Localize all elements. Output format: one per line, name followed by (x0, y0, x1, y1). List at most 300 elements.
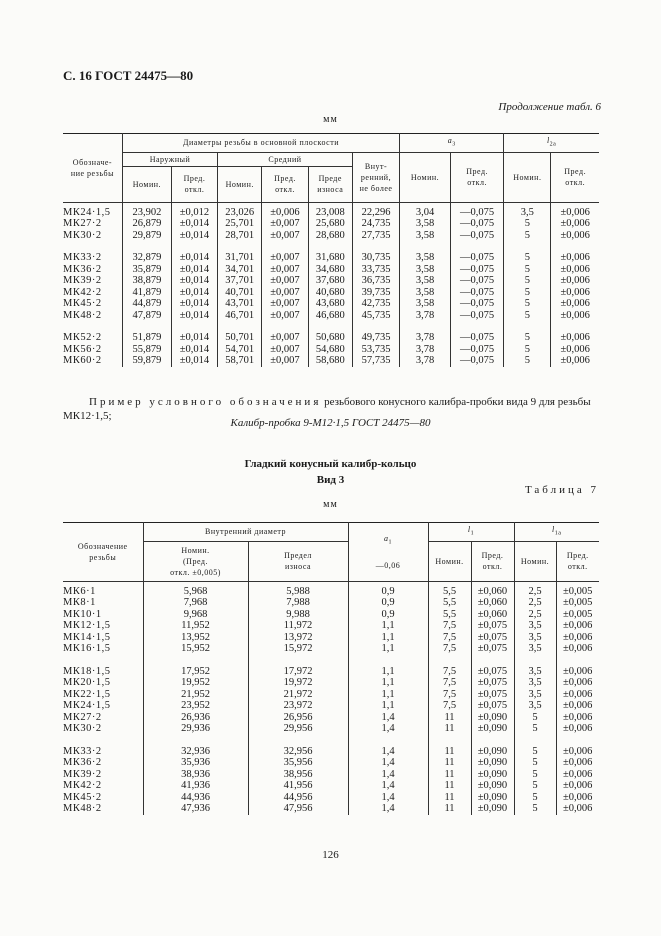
table-cell: —0,075 (450, 287, 503, 299)
table-cell: ±0,005 (556, 609, 599, 621)
table-cell: ±0,090 (471, 723, 514, 735)
table-row (63, 723, 599, 735)
table-cell: ±0,075 (471, 689, 514, 701)
table-row (63, 803, 599, 815)
table-cell: 0,9 (348, 581, 428, 597)
table-cell: 1,1 (348, 700, 428, 712)
table-cell: 23,972 (248, 700, 348, 712)
table-cell: ±0,014 (171, 241, 217, 264)
example-formula: Калибр-пробка 9-М12·1,5 ГОСТ 24475—80 (230, 417, 431, 429)
table-cell: 11 (428, 723, 471, 735)
table-cell: 3,5 (514, 643, 556, 655)
table-cell: 3,78 (400, 321, 451, 344)
table-cell: 37,680 (308, 275, 352, 287)
table-cell: 45,735 (352, 310, 399, 322)
row-designation: МК27·2 (63, 218, 102, 230)
table-cell: 32,879 (122, 241, 171, 264)
table-cell: ±0,006 (551, 321, 599, 344)
header-inner: Внут- ренний, не более (352, 152, 399, 202)
table-cell: 7,968 (143, 597, 248, 609)
table-cell: 35,956 (248, 757, 348, 769)
table-cell: ±0,006 (556, 632, 599, 644)
table-cell: 3,04 (400, 202, 451, 218)
table-cell: ±0,006 (551, 344, 599, 356)
table-cell: 25,701 (218, 218, 262, 230)
table-cell: 23,902 (122, 202, 171, 218)
table-cell: 25,680 (308, 218, 352, 230)
table-row (63, 712, 599, 724)
table-cell: 17,972 (248, 655, 348, 678)
table-cell: ±0,014 (171, 298, 217, 310)
t7-header-inner-diameter: Внутренний диаметр (143, 523, 348, 542)
header-a3: $a_3$ (400, 134, 504, 153)
table-cell: 1,1 (348, 655, 428, 678)
table-row (63, 689, 599, 701)
table-6-body (63, 202, 599, 367)
table-cell: 11 (428, 735, 471, 758)
table-cell: 5 (514, 723, 556, 735)
table-cell: 7,5 (428, 620, 471, 632)
table-cell: 40,680 (308, 287, 352, 299)
table-row (63, 264, 599, 276)
table-6 (63, 133, 599, 367)
continuation-note: Продолжение табл. 6 (498, 101, 601, 113)
table-cell: 46,680 (308, 310, 352, 322)
table-cell: ±0,014 (171, 310, 217, 322)
table-cell: 32,936 (143, 735, 248, 758)
table-cell: 54,701 (218, 344, 262, 356)
row-designation: МК6·1 (63, 585, 96, 597)
table-7-label: Таблица 7 (524, 484, 599, 496)
table-cell: 3,58 (400, 218, 451, 230)
t7-header-wear: Предел износа (248, 541, 348, 581)
table-cell: 7,5 (428, 677, 471, 689)
header-l2a: $l_{2a}$ (504, 134, 599, 153)
table-cell: 7,5 (428, 689, 471, 701)
table-cell: 5 (514, 757, 556, 769)
row-designation: МК48·2 (63, 803, 102, 815)
table-cell: 35,879 (122, 264, 171, 276)
table-cell: 5 (514, 792, 556, 804)
table-cell: ±0,075 (471, 655, 514, 678)
row-designation: МК39·2 (63, 275, 102, 287)
table-cell: 1,4 (348, 712, 428, 724)
table-cell: 11 (428, 780, 471, 792)
table-row (63, 321, 599, 344)
table-cell: 3,78 (400, 355, 451, 367)
header-middle-pred: Пред. откл. (262, 166, 308, 202)
table-row (63, 780, 599, 792)
table-cell: 5,968 (143, 581, 248, 597)
table-cell: ±0,006 (551, 202, 599, 218)
table-cell: ±0,007 (262, 230, 308, 242)
table-cell: 23,008 (308, 202, 352, 218)
table-cell: 54,680 (308, 344, 352, 356)
row-designation: МК33·2 (63, 745, 102, 757)
header-diameters: Диаметры резьбы в основной плоскости (122, 134, 399, 153)
table-cell: 13,972 (248, 632, 348, 644)
row-designation: МК39·2 (63, 768, 102, 780)
table-cell: 1,4 (348, 757, 428, 769)
table-cell: 3,58 (400, 287, 451, 299)
row-designation: МК22·1,5 (63, 688, 111, 700)
table-cell: 1,4 (348, 735, 428, 758)
table-cell: 5 (514, 769, 556, 781)
table-cell: ±0,090 (471, 757, 514, 769)
table-cell: ±0,090 (471, 735, 514, 758)
table-cell: ±0,090 (471, 769, 514, 781)
table-cell: 3,5 (514, 677, 556, 689)
table-cell: —0,075 (450, 298, 503, 310)
row-designation: МК33·2 (63, 252, 102, 264)
table-cell: 53,735 (352, 344, 399, 356)
table-cell: 23,952 (143, 700, 248, 712)
table-cell: 49,735 (352, 321, 399, 344)
table-cell: 3,58 (400, 241, 451, 264)
table-cell: 1,4 (348, 723, 428, 735)
table-cell: 21,972 (248, 689, 348, 701)
table-cell: ±0,090 (471, 712, 514, 724)
t7-header-a1: $a_1$ —0,06 (348, 523, 428, 582)
header-a3-pred: Пред. откл. (450, 152, 503, 202)
header-middle-wear: Преде износа (308, 166, 352, 202)
table-row (63, 581, 599, 597)
table-cell: 44,956 (248, 792, 348, 804)
table-7-body (63, 581, 599, 815)
table-cell: 38,936 (143, 769, 248, 781)
t7-header-l1-pred: Пред. откл. (471, 541, 514, 581)
table-cell: 7,988 (248, 597, 348, 609)
table-cell: ±0,006 (556, 643, 599, 655)
table-cell: ±0,014 (171, 287, 217, 299)
t7-header-l1a-pred: Пред. откл. (556, 541, 599, 581)
table-cell: 7,5 (428, 655, 471, 678)
row-designation: МК30·2 (63, 723, 102, 735)
table-cell: 5 (504, 355, 551, 367)
table-cell: ±0,014 (171, 264, 217, 276)
table-cell: ±0,014 (171, 355, 217, 367)
table-cell: 58,701 (218, 355, 262, 367)
table-cell: 3,58 (400, 264, 451, 276)
t7-header-l1a: $l_{1a}$ (514, 523, 599, 542)
table-cell: 11 (428, 792, 471, 804)
table-row (63, 344, 599, 356)
header-a3-nom: Номин. (400, 152, 451, 202)
table-cell: 5,5 (428, 581, 471, 597)
table-cell: —0,075 (450, 355, 503, 367)
table-cell: 0,9 (348, 609, 428, 621)
table-cell: ±0,006 (556, 792, 599, 804)
table-row (63, 597, 599, 609)
table-cell: 5 (504, 218, 551, 230)
table-cell: 7,5 (428, 700, 471, 712)
table-cell: ±0,075 (471, 632, 514, 644)
row-designation: МК12·1,5 (63, 620, 111, 632)
t7-header-nom: Номин. (Пред. откл. ±0,005) (143, 541, 248, 581)
row-designation: МК42·2 (63, 780, 102, 792)
table-row (63, 792, 599, 804)
table-cell: ±0,007 (262, 287, 308, 299)
table-cell: 34,701 (218, 264, 262, 276)
table-row (63, 609, 599, 621)
table-cell: 26,936 (143, 712, 248, 724)
table-cell: —0,075 (450, 310, 503, 322)
table-row (63, 735, 599, 758)
page-number: 126 (322, 849, 339, 861)
table-cell: ±0,014 (171, 230, 217, 242)
table-cell: ±0,006 (551, 355, 599, 367)
table-cell: 57,735 (352, 355, 399, 367)
table-cell: 31,680 (308, 241, 352, 264)
table-row (63, 700, 599, 712)
table-row (63, 310, 599, 322)
table-cell: 38,879 (122, 275, 171, 287)
table-cell: 3,5 (514, 700, 556, 712)
table-cell: 29,879 (122, 230, 171, 242)
row-designation: МК24·1,5 (63, 206, 111, 218)
header-outer-nom: Номин. (122, 166, 171, 202)
header-l2a-nom: Номин. (504, 152, 551, 202)
table-cell: 29,936 (143, 723, 248, 735)
table-cell: 5 (504, 275, 551, 287)
table-cell: 1,1 (348, 632, 428, 644)
table-cell: 5 (504, 230, 551, 242)
row-designation: МК45·2 (63, 791, 102, 803)
table-cell: 55,879 (122, 344, 171, 356)
table-row (63, 241, 599, 264)
table-cell: —0,075 (450, 275, 503, 287)
table-cell: ±0,006 (262, 202, 308, 218)
row-designation: МК24·1,5 (63, 700, 111, 712)
table-cell: ±0,006 (551, 230, 599, 242)
table-cell: —0,075 (450, 218, 503, 230)
table-cell: 2,5 (514, 581, 556, 597)
table-cell: 5,5 (428, 597, 471, 609)
table-cell: ±0,006 (556, 803, 599, 815)
row-designation: МК30·2 (63, 229, 102, 241)
table-cell: 11,972 (248, 620, 348, 632)
table-cell: 5 (514, 803, 556, 815)
table-cell: 30,735 (352, 241, 399, 264)
table-cell: 32,956 (248, 735, 348, 758)
table-7 (63, 522, 599, 815)
table-cell: 28,680 (308, 230, 352, 242)
row-designation: МК42·2 (63, 286, 102, 298)
header-middle: Средний (218, 152, 353, 166)
table-cell: ±0,007 (262, 310, 308, 322)
table-cell: 5 (504, 264, 551, 276)
table-cell: 0,9 (348, 597, 428, 609)
table-cell: ±0,006 (556, 620, 599, 632)
table-cell: 5 (504, 321, 551, 344)
table-cell: 41,956 (248, 780, 348, 792)
table-cell: 3,5 (514, 632, 556, 644)
header-l2a-pred: Пред. откл. (551, 152, 599, 202)
table-cell: 51,879 (122, 321, 171, 344)
table-cell: 3,78 (400, 310, 451, 322)
table-cell: 59,879 (122, 355, 171, 367)
table-cell: 41,936 (143, 780, 248, 792)
table-cell: 1,4 (348, 769, 428, 781)
table-cell: ±0,006 (556, 712, 599, 724)
table-cell: 5 (504, 241, 551, 264)
table-cell: 37,701 (218, 275, 262, 287)
table-cell: 43,680 (308, 298, 352, 310)
table-cell: ±0,075 (471, 620, 514, 632)
table-cell: 11 (428, 712, 471, 724)
table-cell: 9,968 (143, 609, 248, 621)
table-cell: ±0,007 (262, 355, 308, 367)
table-cell: ±0,006 (551, 310, 599, 322)
table-cell: ±0,006 (556, 689, 599, 701)
table-cell: —0,075 (450, 321, 503, 344)
row-designation: МК45·2 (63, 298, 102, 310)
table-cell: —0,075 (450, 264, 503, 276)
table-cell: ±0,090 (471, 780, 514, 792)
section-title: Гладкий конусный калибр-кольцо (244, 458, 417, 470)
table-cell: 13,952 (143, 632, 248, 644)
table-cell: 2,5 (514, 597, 556, 609)
table-cell: 40,701 (218, 287, 262, 299)
row-designation: МК8·1 (63, 597, 96, 609)
table-cell: 15,972 (248, 643, 348, 655)
row-designation: МК52·2 (63, 332, 102, 344)
table-row (63, 298, 599, 310)
table-cell: ±0,006 (551, 275, 599, 287)
table-cell: 1,1 (348, 643, 428, 655)
row-designation: МК18·1,5 (63, 665, 111, 677)
table-cell: ±0,060 (471, 597, 514, 609)
header-outer: Наружный (122, 152, 217, 166)
table-cell: ±0,006 (556, 723, 599, 735)
t7-header-designation: Обозначение резьбы (63, 523, 143, 582)
table-cell: 1,4 (348, 792, 428, 804)
table-cell: ±0,014 (171, 321, 217, 344)
table-cell: ±0,007 (262, 241, 308, 264)
table-cell: 22,296 (352, 202, 399, 218)
table-cell: 19,972 (248, 677, 348, 689)
table-row (63, 218, 599, 230)
table-cell: 26,956 (248, 712, 348, 724)
table-row (63, 355, 599, 367)
table-cell: 5 (514, 780, 556, 792)
table-cell: ±0,006 (551, 218, 599, 230)
table-cell: 34,680 (308, 264, 352, 276)
table-cell: 28,701 (218, 230, 262, 242)
table-cell: 50,680 (308, 321, 352, 344)
table-row (63, 769, 599, 781)
table-cell: ±0,006 (551, 298, 599, 310)
table-cell: 31,701 (218, 241, 262, 264)
table-cell: 1,4 (348, 803, 428, 815)
table-cell: 11 (428, 757, 471, 769)
table-cell: 47,956 (248, 803, 348, 815)
row-designation: МК16·1,5 (63, 643, 111, 655)
table-cell: 23,026 (218, 202, 262, 218)
row-designation: МК48·2 (63, 309, 102, 321)
table-cell: 1,1 (348, 677, 428, 689)
page-header: С. 16 ГОСТ 24475—80 (63, 68, 194, 83)
table-cell: 5 (504, 287, 551, 299)
table-cell: 9,988 (248, 609, 348, 621)
table-cell: 2,5 (514, 609, 556, 621)
table-cell: 1,1 (348, 620, 428, 632)
header-outer-pred: Пред. откл. (171, 166, 217, 202)
table-cell: 3,5 (514, 689, 556, 701)
header-middle-nom: Номин. (218, 166, 262, 202)
table-cell: 3,5 (514, 620, 556, 632)
section-subtitle: Вид 3 (316, 474, 345, 486)
table-row (63, 757, 599, 769)
table-cell: 5,988 (248, 581, 348, 597)
table-cell: ±0,014 (171, 218, 217, 230)
table-cell: ±0,006 (556, 700, 599, 712)
table-cell: 21,952 (143, 689, 248, 701)
table-cell: 7,5 (428, 643, 471, 655)
row-designation: МК36·2 (63, 263, 102, 275)
table-cell: 47,936 (143, 803, 248, 815)
table-cell: ±0,006 (556, 769, 599, 781)
table-cell: 5 (504, 344, 551, 356)
table-cell: —0,075 (450, 202, 503, 218)
table-cell: ±0,006 (556, 735, 599, 758)
table-row (63, 643, 599, 655)
table-cell: ±0,007 (262, 321, 308, 344)
table-cell: 5,5 (428, 609, 471, 621)
header-designation: Обозначе- ние резьбы (63, 134, 122, 203)
row-designation: МК60·2 (63, 355, 102, 367)
table-cell: 5 (514, 735, 556, 758)
t7-header-l1-nom: Номин. (428, 541, 471, 581)
table-row (63, 287, 599, 299)
table-cell: 11 (428, 803, 471, 815)
table-cell: 1,1 (348, 689, 428, 701)
table-cell: 3,58 (400, 230, 451, 242)
table-cell: ±0,007 (262, 344, 308, 356)
table-cell: ±0,014 (171, 275, 217, 287)
table-cell: ±0,006 (556, 780, 599, 792)
row-designation: МК56·2 (63, 343, 102, 355)
table-cell: 3,58 (400, 298, 451, 310)
table-cell: 17,952 (143, 655, 248, 678)
row-designation: МК20·1,5 (63, 677, 111, 689)
table-cell: ±0,007 (262, 275, 308, 287)
table-cell: 24,735 (352, 218, 399, 230)
row-designation: МК27·2 (63, 711, 102, 723)
table-cell: ±0,007 (262, 218, 308, 230)
table-cell: ±0,007 (262, 264, 308, 276)
table-cell: ±0,012 (171, 202, 217, 218)
table-cell: 5 (504, 298, 551, 310)
table-row (63, 275, 599, 287)
table-cell: ±0,090 (471, 803, 514, 815)
table-cell: ±0,006 (556, 677, 599, 689)
table-cell: 1,4 (348, 780, 428, 792)
table-cell: —0,075 (450, 344, 503, 356)
table-cell: 42,735 (352, 298, 399, 310)
t7-header-l1a-nom: Номин. (514, 541, 556, 581)
table-cell: ±0,006 (556, 655, 599, 678)
table-cell: 15,952 (143, 643, 248, 655)
table-row (63, 677, 599, 689)
table-cell: 29,956 (248, 723, 348, 735)
example-spaced: Пример условного обозначения (89, 396, 322, 408)
table-cell: ±0,005 (556, 597, 599, 609)
table-cell: 5 (514, 712, 556, 724)
row-designation: МК36·2 (63, 757, 102, 769)
table-cell: 39,735 (352, 287, 399, 299)
table-row (63, 632, 599, 644)
